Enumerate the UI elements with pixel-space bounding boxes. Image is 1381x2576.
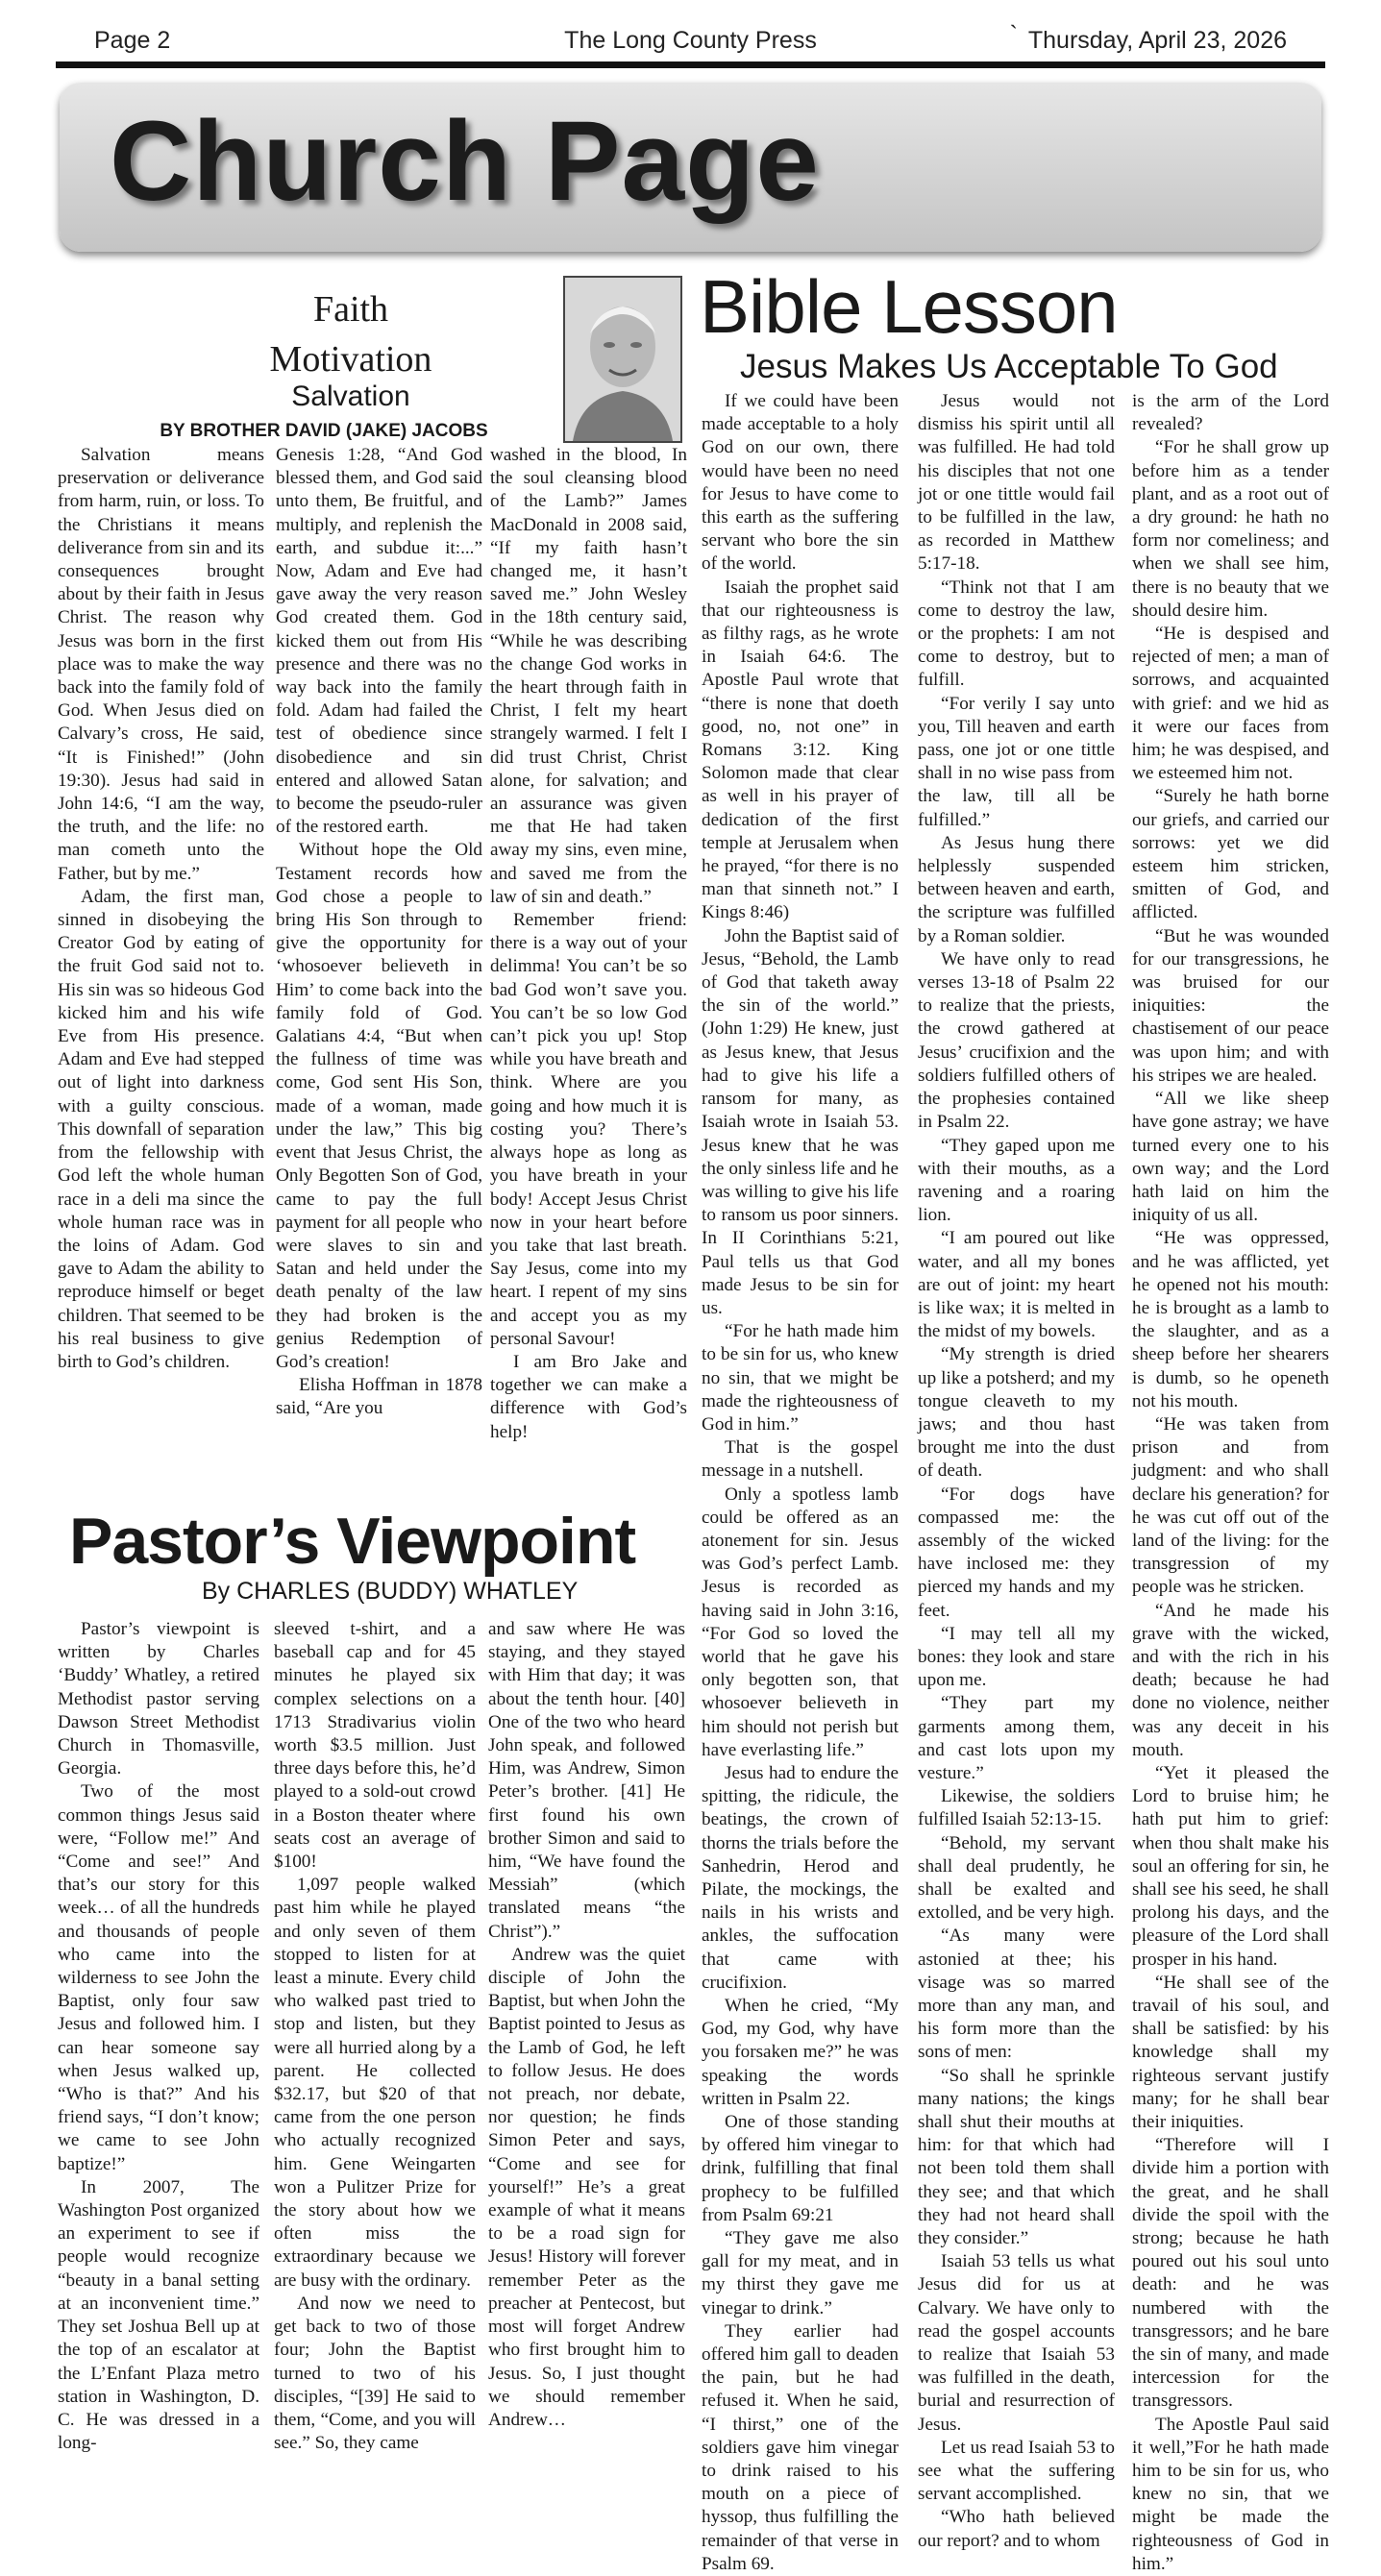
header-rule — [56, 61, 1325, 68]
paragraph: We have only to read verses 13-18 of Psalm 22 to realize that the priests, the crowd gathered at Jesus’ crucifixion and the soldiers fulfilled others of the prophesies contained in Psalm 22. — [918, 948, 1115, 1133]
faith-title-line2: Motivation — [269, 339, 432, 380]
paragraph: “They gave me also gall for my meat, and in my thirst they gave me vinegar to drink.” — [702, 2228, 899, 2318]
paragraph: Remember friend: there is a way out of your delimma! You can’t be so bad God won’t save you. You can’t be so low God can’t pick you up! Stop while you have breath and think. Where are you going and how much it is costing you? There’s always hope as long as you have breath in your body! Accept Jesus Christ now in your heart before you take that last breath. Say Jesus, come into my heart. I repent of my sins and accept you as my personal Savour! — [490, 910, 687, 1349]
faith-column-3 — [490, 444, 687, 1489]
paragraph: “For he hath made him to be sin for us, who knew no sin, that we might be made the righteousness of God in him.” — [702, 1321, 899, 1435]
section-title: Church Page — [110, 98, 820, 225]
paragraph: One of those standing by offered him vinegar to drink, fulfilling that final prophecy to be fulfilled from Psalm 69:21 — [702, 2112, 899, 2225]
paragraph: “For dogs have compassed me: the assembly of the wicked have inclosed me: they pierced my hands and my feet. — [918, 1484, 1115, 1621]
paragraph: “Therefore will I divide him a portion with the great, and he shall divide the spoil with the strong; because he hath poured out his soul unto death: and he was numbered with the transgressors; and he bare the sin of many, and made intercession for the transgressors. — [1132, 2135, 1329, 2412]
paragraph: They earlier had offered him gall to deaden the pain, but he had refused it. When he said, “I thirst,” one of the soldiers gave him vinegar to drink raised to his mouth on a piece of hyssop, thus fulfilling the remainder of that verse in Psalm 69. — [702, 2320, 899, 2574]
paragraph: As Jesus hung there helplessly suspended between heaven and earth, the scripture was fulfilled by a Roman soldier. — [918, 832, 1115, 946]
pastor-column-3 — [488, 1618, 685, 2521]
paragraph: 1,097 people walked past him while he played and only seven of them stopped to listen for at least a minute. Every child who walked past tried to stop and listen, but they were all hurried along by a parent. He collected $32.17, but $20 of that came from the one person who actually recognized him. Gene Weingarten won a Pulitzer Prize for the story about how we often miss the extraordinary because we are busy with the ordinary. — [274, 1875, 476, 2291]
pastor-column-2 — [274, 1618, 476, 2521]
paragraph: “As many were astonied at thee; his visage was so marred more than any man, and his form more than the sons of men: — [918, 1926, 1115, 2063]
paragraph: John the Baptist said of Jesus, “Behold, the Lamb of God that taketh away the sin of the world.” (John 1:29) He knew, just as Jesus knew, that Jesus had to give his life a ransom for many, as Isaiah wrote in Isaiah 53. Jesus knew that he was the only sinless life and he was willing to give his life to ransom us poor sinners. In II Corinthians 5:21, Paul tells us that God made Jesus to be sin for us. — [702, 925, 899, 1318]
paragraph: “For he shall grow up before him as a tender plant, and as a root out of a dry ground: he hath no form nor comeliness; and when we shall see him, there is no beauty that we should desire him. — [1132, 437, 1329, 621]
faith-subtitle: Salvation — [291, 380, 410, 412]
faith-column-2 — [276, 444, 482, 1489]
paragraph: Only a spotless lamb could be offered as an atonement for sin. Jesus was God’s perfect Lamb. Jesus is recorded as having said in John 3:16, “For God so loved the world that he gave his only begotten son, that whosoever believeth in him should not perish but have everlasting life.” — [702, 1484, 899, 1760]
paragraph: The Apostle Paul said it well,”For he hath made him to be sin for us, who knew no sin, that we might be made the righteousness of God in him.” — [1132, 2414, 1329, 2574]
paragraph: “He was oppressed, and he was afflicted, yet he opened not his mouth: he is brought as a lamb to the slaughter, and as a sheep before her shearers is dumb, so he openeth not his mouth. — [1132, 1228, 1329, 1411]
author-photo — [563, 276, 682, 443]
paragraph: “And he made his grave with the wicked, and with the rich in his death; because he had done no violence, neither was any deceit in his mouth. — [1132, 1600, 1329, 1760]
paragraph: is the arm of the Lord revealed? — [1132, 391, 1329, 435]
paragraph: When he cried, “My God, my God, why have you forsaken me?” he was speaking the words written in Psalm 22. — [702, 1996, 899, 2109]
paragraph: Likewise, the soldiers fulfilled Isaiah 52:13-15. — [918, 1786, 1115, 1830]
paragraph: Andrew was the quiet disciple of John the Baptist, but when John the Baptist pointed to Jesus as the Lamb of God, he left to follow Jesus. He does not preach, nor debate, nor question; he finds Simon Peter and says, “Come and see for yourself!” He’s a great example of what it means to be a road sign for Jesus! History will forever remember Peter as the preacher at Pentecost, but most will forget Andrew who first brought him to Jesus. So, I just thought we should remember Andrew… — [488, 1944, 685, 2430]
paragraph: “My strength is dried up like a potsherd; and my tongue cleaveth to my jaws; and thou hast brought me into the dust of death. — [918, 1344, 1115, 1482]
paragraph: Elisha Hoffman in 1878 said, “Are you — [276, 1375, 482, 1419]
paragraph: “Surely he hath borne our griefs, and carried our sorrows: yet we did esteem him stricken, smitten of God, and afflicted. — [1132, 786, 1329, 923]
paragraph: Without hope the Old Testament records how God chose a people to bring His Son through to give the opportunity for ‘whosoever believeth in Him’ to come back into the family fold of God. Galatians 4:4, “But when the fullness of time was come, God sent His Son, made of a woman, made under the law,” This big event that Jesus Christ, the Only Begotten Son of God, came to pay the full payment for all people who were slaves to sin and Satan and held under the death penalty of the law they had broken is the genius Redemption of God’s creation! — [276, 840, 482, 1372]
paragraph: Let us read Isaiah 53 to see what the suffering servant accomplished. — [918, 2437, 1115, 2505]
faith-column-1 — [58, 444, 264, 1489]
paragraph: “I may tell all my bones: they look and stare upon me. — [918, 1623, 1115, 1691]
bible-lesson-subtitle: Jesus Makes Us Acceptable To God — [740, 348, 1278, 385]
paragraph: washed in the blood, In the soul cleansing blood of the Lamb?” James MacDonald in 2008 said, “If my faith hasn’t changed me, it hasn’t saved me.” John Wesley in the 18th century said, “While he was describing the change God works in the heart through faith in Christ, I felt my heart strangely warmed. I felt I did trust Christ, Christ alone, for salvation; and an assurance was given me that He had taken away my sins, even mine, and saved me from the law of sin and death.” — [490, 445, 687, 907]
pastor-column-1 — [58, 1618, 259, 2521]
paragraph: I am Bro Jake and together we can make a difference with God’s help! — [490, 1351, 687, 1442]
section-banner — [60, 83, 1321, 252]
paragraph: “But he was wounded for our transgressions, he was bruised for our iniquities: the chastisement of our peace was upon him; and with his stripes we are healed. — [1132, 925, 1329, 1086]
page-header — [56, 21, 1325, 61]
bible-column-2 — [918, 390, 1115, 2551]
pastor-viewpoint-title: Pastor’s Viewpoint — [69, 1505, 636, 1578]
paragraph: Salvation means preservation or deliverance from harm, ruin, or loss. To the Christians it means deliverance from sin and its consequences brought about by their faith in Jesus Christ. The reason why Jesus was born in the first place was to make the way back into the family fold of God. When Jesus died on Calvary’s cross, He said, “It is Finished!” (John 19:30). Jesus had said in John 14:6, “I am the way, the truth, and the life: no man cometh unto the Father, but by me.” — [58, 445, 264, 884]
paragraph: Isaiah the prophet said that our righteousness is as filthy rags, as he wrote in Isaiah 64:6. The Apostle Paul wrote that “there is none that doeth good, no, not one” in Romans 3:12. King Solomon made that clear as well in his prayer of dedication of the first temple at Jerusalem when he prayed, “for there is no man that sinneth not.” I Kings 8:46) — [702, 577, 899, 923]
paragraph: Jesus had to endure the spitting, the ridicule, the beatings, the crown of thorns the trials before the Sanhedrin, Herod and Pilate, the mockings, the nails in his wrists and ankles, the suffocation that came with crucifixion. — [702, 1762, 899, 1993]
paragraph: “They gaped upon me with their mouths, as a ravening and a roaring lion. — [918, 1135, 1115, 1226]
paragraph: “He is despised and rejected of men; a man of sorrows, and acquainted with grief: and we hid as it were our faces from him; he was despised, and we esteemed him not. — [1132, 624, 1329, 784]
faith-byline: BY BROTHER DAVID (JAKE) JACOBS — [160, 421, 488, 441]
paragraph: Jesus would not dismiss his spirit until all was fulfilled. He had told his disciples that not one jot or one tittle would fail to be fulfilled in the law, as recorded in Matthew 5:17-18. — [918, 391, 1115, 575]
paragraph: and saw where He was staying, and they stayed with Him that day; it was about the tenth hour. [40] One of the two who heard John speak, and followed Him, was Andrew, Simon Peter’s brother. [41] He first found his own brother Simon and said to him, “We have found the Messiah” (which translated means “the Christ”).” — [488, 1619, 685, 1942]
paragraph: “Behold, my servant shall deal prudently, he shall be exalted and extolled, and be very high. — [918, 1832, 1115, 1924]
page-number: Page 2 — [94, 27, 171, 54]
bible-column-1 — [702, 390, 899, 2574]
paragraph: “Yet it pleased the Lord to bruise him; he hath put him to grief: when thou shalt make his soul an offering for sin, he shall see his seed, he shall prolong his days, and the pleasure of the Lord shall prosper in his hand. — [1132, 1762, 1329, 1970]
pastor-byline: By CHARLES (BUDDY) WHATLEY — [202, 1578, 579, 1605]
paragraph: That is the gospel message in a nutshell. — [702, 1437, 899, 1482]
bible-column-3 — [1132, 390, 1329, 2574]
header-mark: ` — [1009, 21, 1018, 48]
faith-title-line1: Faith — [312, 289, 389, 330]
paragraph: “I am poured out like water, and all my bones are out of joint: my heart is like wax; it is melted in the midst of my bowels. — [918, 1228, 1115, 1342]
paragraph: “He shall see of the travail of his soul, and shall be satisfied: by his knowledge shall my righteous servant justify many; for he shall bear their iniquities. — [1132, 1972, 1329, 2133]
author-portrait-icon — [565, 278, 680, 441]
paper-name: The Long County Press — [564, 27, 817, 54]
paragraph: “They part my garments among them, and cast lots upon my vesture.” — [918, 1693, 1115, 1783]
paragraph: Pastor’s viewpoint is written by Charles ‘Buddy’ Whatley, a retired Methodist pastor serving Dawson Street Methodist Church in Thomasville, Georgia. — [58, 1619, 259, 1779]
paragraph: Two of the most common things Jesus said were, “Follow me!” And “Come and see!” And that’s our story for this week… of all the hundreds and thousands of people who came into the wilderness to see John the Baptist, only four saw Jesus and followed him. I can hear someone say when Jesus walked up, “Who is that?” And his friend says, “I don’t know; we came to see John baptize!” — [58, 1781, 259, 2174]
paragraph: Genesis 1:28, “And God blessed them, and God said unto them, Be fruitful, and multiply, and replenish the earth, and subdue it:...” Now, Adam and Eve had gave away the very reason God created them. God kicked them out from His presence and there was no way back into the family fold. Adam had failed the test of obedience since disobedience and sin entered and allowed Satan to become the pseudo-ruler of the restored earth. — [276, 445, 482, 838]
paragraph: Isaiah 53 tells us what Jesus did for us at Calvary. We have only to read the gospel accounts to realize that Isaiah 53 was fulfilled in the death, burial and resurrection of Jesus. — [918, 2251, 1115, 2435]
paragraph: “Think not that I am come to destroy the law, or the prophets: I am not come to destroy, but to fulfill. — [918, 577, 1115, 691]
paragraph: sleeved t-shirt, and a baseball cap and for 45 minutes he played six complex selections on a 1713 Stradivarius violin worth $3.5 million. Just three days before this, he’d played to a sold-out crowd in a Boston theater where seats cost an average of $100! — [274, 1619, 476, 1873]
paragraph: “He was taken from prison and from judgment: and who shall declare his generation? for he was cut off out of the land of the living: for the transgression of my people was he stricken. — [1132, 1413, 1329, 1598]
paragraph: And now we need to get back to two of those four; John the Baptist turned to two of his disciples, “[39] He said to them, “Come, and you will see.” So, they came — [274, 2293, 476, 2454]
paragraph: “Who hath believed our report? and to whom — [918, 2507, 1115, 2551]
bible-lesson-title: Bible Lesson — [700, 264, 1118, 349]
paragraph: Adam, the first man, sinned in disobeying the Creator God by eating of the fruit God said not to. His sin was so hideous God kicked him and his wife Eve from His presence. Adam and Eve had stepped out of light into darkness with a guilty conscious. This downfall of separation from the fellowship with God left the whole human race in a deli ma since the whole human race was in the loins of Adam. God gave to Adam the ability to reproduce himself or beget children. That seemed to be his real business to give birth to God’s children. — [58, 886, 264, 1372]
paragraph: “So shall he sprinkle many nations; the kings shall shut their mouths at him: for that which had not been told them shall they see; and that which they had not heard shall they consider.” — [918, 2065, 1115, 2249]
issue-date: Thursday, April 23, 2026 — [1027, 27, 1287, 54]
paragraph: In 2007, The Washington Post organized an experiment to see if people would recognize “beauty in a banal setting at an inconvenient time.” They set Joshua Bell up at the top of an escalator at the L’Enfant Plaza metro station in Washington, D. C. He was dressed in a long- — [58, 2176, 259, 2454]
paragraph: “For verily I say unto you, Till heaven and earth pass, one jot or one tittle shall in no wise pass from the law, till all be fulfilled.” — [918, 693, 1115, 830]
paragraph: If we could have been made acceptable to a holy God on our own, there would have been no need for Jesus to have come to this earth as the suffering servant who bore the sin of the world. — [702, 391, 899, 575]
paragraph: “All we like sheep have gone astray; we have turned every one to his own way; and the Lord hath laid on him the iniquity of us all. — [1132, 1089, 1329, 1226]
